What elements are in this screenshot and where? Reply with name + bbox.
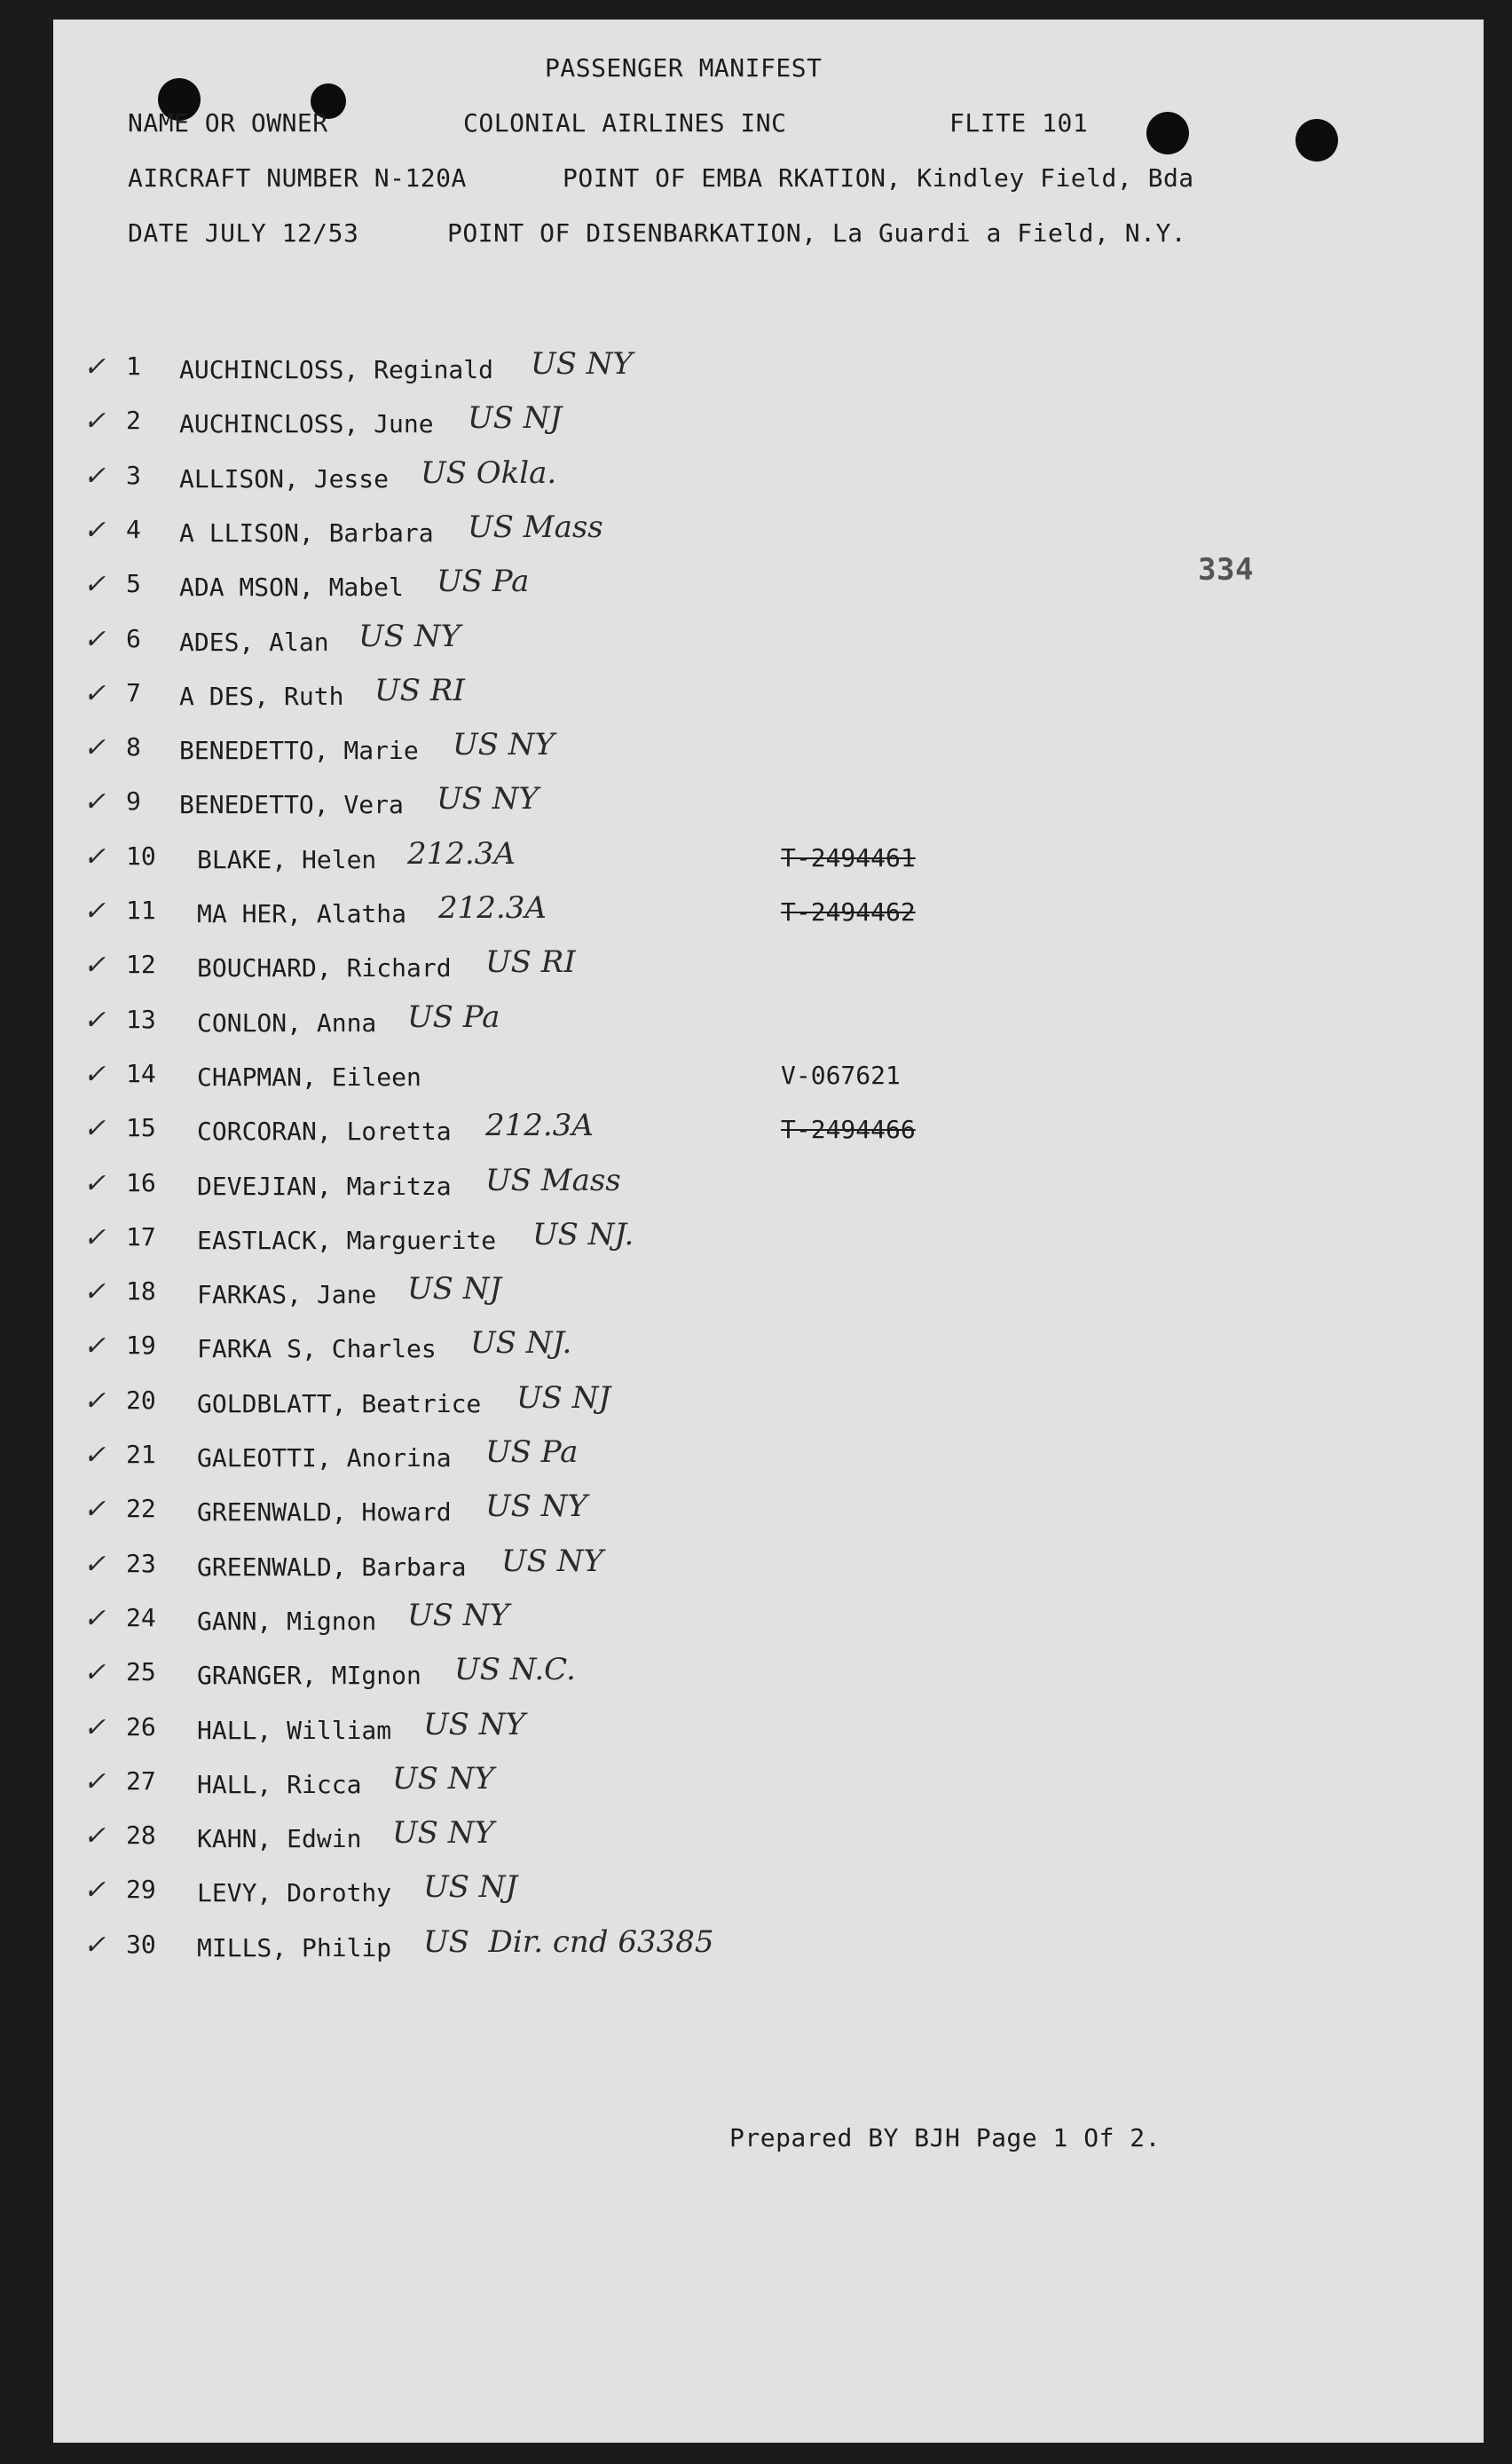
checkmark-icon: ✓	[83, 351, 106, 383]
handwritten-nationality: US NY	[485, 1489, 587, 1524]
passenger-row	[53, 1815, 1484, 1868]
checkmark-icon: ✓	[83, 1005, 106, 1036]
checkmark-icon: ✓	[83, 1766, 106, 1797]
passenger-name: HALL, William	[197, 1716, 392, 1745]
checkmark-icon: ✓	[83, 515, 106, 546]
passenger-number: 13	[126, 1005, 156, 1034]
document-number: V-067621	[781, 1061, 901, 1090]
passenger-row	[53, 1217, 1484, 1270]
passenger-row	[53, 509, 1484, 563]
document-number: T-2494461	[781, 843, 916, 873]
passenger-row	[53, 1761, 1484, 1814]
passenger-row	[53, 673, 1484, 726]
passenger-row	[53, 1054, 1484, 1107]
passenger-name: MA HER, Alatha	[197, 899, 407, 928]
passenger-number: 30	[126, 1930, 156, 1959]
passenger-number: 4	[126, 515, 141, 544]
handwritten-nationality: US NJ	[423, 1869, 518, 1905]
passenger-name: BENEDETTO, Marie	[179, 736, 419, 765]
passenger-number: 14	[126, 1059, 156, 1088]
handwritten-nationality: US NY	[453, 727, 555, 762]
passenger-name: KAHN, Edwin	[197, 1824, 362, 1853]
passenger-name: GREENWALD, Barbara	[197, 1552, 467, 1582]
passenger-name: CHAPMAN, Eileen	[197, 1062, 421, 1092]
passenger-number: 25	[126, 1657, 156, 1686]
handwritten-nationality: US Pa	[485, 1434, 579, 1470]
checkmark-icon: ✓	[83, 732, 106, 763]
checkmark-icon: ✓	[83, 461, 106, 492]
passenger-name: CORCORAN, Loretta	[197, 1117, 452, 1146]
passenger-name: AUCHINCLOSS, June	[179, 409, 434, 438]
passenger-number: 22	[126, 1494, 156, 1523]
passenger-name: GALEOTTI, Anorina	[197, 1443, 452, 1473]
passenger-row	[53, 1598, 1484, 1651]
handwritten-nationality: US NJ	[468, 400, 563, 436]
handwritten-nationality: 212.3A	[438, 890, 547, 926]
passenger-name: LEVY, Dorothy	[197, 1878, 392, 1907]
disembarkation-point: POINT OF DISENBARKATION, La Guardi a Field, N.Y.	[447, 218, 1187, 248]
passenger-row	[53, 1869, 1484, 1923]
passenger-name: BENEDETTO, Vera	[179, 790, 404, 819]
handwritten-nationality: 212.3A	[485, 1108, 594, 1143]
handwritten-nationality: US NJ	[516, 1380, 611, 1416]
passenger-number: 6	[126, 624, 141, 653]
passenger-number: 17	[126, 1222, 156, 1252]
passenger-number: 26	[126, 1712, 156, 1741]
checkmark-icon: ✓	[83, 1875, 106, 1906]
passenger-row	[53, 1489, 1484, 1542]
handwritten-nationality: US NY	[437, 781, 539, 817]
passenger-name: GOLDBLATT, Beatrice	[197, 1389, 482, 1418]
checkmark-icon: ✓	[83, 624, 106, 655]
checkmark-icon: ✓	[83, 1168, 106, 1199]
passenger-number: 27	[126, 1766, 156, 1796]
passenger-row	[53, 1924, 1484, 1978]
handwritten-nationality: US NY	[407, 1598, 509, 1633]
handwritten-nationality: 212.3A	[407, 836, 516, 872]
passenger-number: 29	[126, 1875, 156, 1904]
passenger-number: 24	[126, 1603, 156, 1632]
passenger-name: AUCHINCLOSS, Reginald	[179, 355, 494, 384]
passenger-number: 2	[126, 406, 141, 435]
handwritten-nationality: US Mass	[485, 1163, 621, 1198]
aircraft-number: AIRCRAFT NUMBER N-120A	[128, 163, 467, 193]
passenger-name: FARKAS, Jane	[197, 1280, 377, 1309]
manifest-page	[53, 20, 1484, 2443]
handwritten-nationality: US Mass	[468, 509, 603, 545]
passenger-name: BOUCHARD, Richard	[197, 953, 452, 983]
handwritten-nationality: US NY	[392, 1815, 494, 1851]
passenger-row	[53, 1544, 1484, 1597]
passenger-name: CONLON, Anna	[197, 1008, 377, 1038]
passenger-row	[53, 1434, 1484, 1488]
passenger-row	[53, 781, 1484, 834]
handwritten-nationality: US NY	[392, 1761, 494, 1797]
handwritten-nationality: US NJ.	[470, 1325, 572, 1361]
handwritten-nationality: US Okla.	[421, 455, 557, 491]
handwritten-nationality: US Pa	[437, 564, 530, 599]
passenger-name: GREENWALD, Howard	[197, 1497, 452, 1527]
checkmark-icon: ✓	[83, 1059, 106, 1090]
handwritten-nationality: US NJ	[407, 1271, 502, 1307]
checkmark-icon: ✓	[83, 1494, 106, 1525]
passenger-number: 3	[126, 461, 141, 490]
passenger-row	[53, 944, 1484, 998]
document-number: T-2494466	[781, 1115, 916, 1144]
passenger-row	[53, 1380, 1484, 1433]
passenger-number: 5	[126, 569, 141, 598]
handwritten-nationality: US NY	[531, 346, 633, 382]
checkmark-icon: ✓	[83, 1440, 106, 1471]
passenger-name: EASTLACK, Marguerite	[197, 1226, 497, 1255]
embarkation-point: POINT OF EMBA RKATION, Kindley Field, Bda	[563, 163, 1194, 193]
passenger-number: 21	[126, 1440, 156, 1469]
passenger-name: A DES, Ruth	[179, 682, 344, 711]
checkmark-icon: ✓	[83, 1657, 106, 1688]
manifest-title: PASSENGER MANIFEST	[545, 53, 823, 83]
passenger-row	[53, 1108, 1484, 1161]
passenger-name: ADA MSON, Mabel	[179, 573, 404, 602]
checkmark-icon: ✓	[83, 1113, 106, 1144]
passenger-row	[53, 400, 1484, 454]
passenger-row	[53, 890, 1484, 944]
page-stamp: 334	[1198, 552, 1254, 588]
passenger-name: GANN, Mignon	[197, 1607, 377, 1636]
passenger-number: 7	[126, 678, 141, 707]
checkmark-icon: ✓	[83, 896, 106, 927]
passenger-row	[53, 836, 1484, 889]
passenger-row	[53, 455, 1484, 509]
checkmark-icon: ✓	[83, 1930, 106, 1961]
passenger-row	[53, 346, 1484, 399]
passenger-row	[53, 1707, 1484, 1760]
passenger-number: 15	[126, 1113, 156, 1142]
owner-label: NAME OR OWNER	[128, 108, 328, 138]
passenger-number: 1	[126, 351, 141, 381]
checkmark-icon: ✓	[83, 678, 106, 709]
passenger-number: 12	[126, 950, 156, 979]
passenger-row	[53, 727, 1484, 780]
passenger-row	[53, 619, 1484, 672]
passenger-number: 18	[126, 1276, 156, 1306]
checkmark-icon: ✓	[83, 841, 106, 873]
checkmark-icon: ✓	[83, 1331, 106, 1362]
handwritten-nationality: US NY	[423, 1707, 525, 1742]
handwritten-nationality: US RI	[485, 944, 576, 980]
passenger-name: GRANGER, MIgnon	[197, 1661, 421, 1690]
manifest-date: DATE JULY 12/53	[128, 218, 359, 248]
checkmark-icon: ✓	[83, 1222, 106, 1253]
passenger-row	[53, 1163, 1484, 1216]
passenger-name: A LLISON, Barbara	[179, 518, 434, 548]
passenger-row	[53, 1652, 1484, 1705]
passenger-row	[53, 1271, 1484, 1324]
checkmark-icon: ✓	[83, 1276, 106, 1307]
passenger-number: 20	[126, 1386, 156, 1415]
passenger-name: HALL, Ricca	[197, 1770, 362, 1799]
checkmark-icon: ✓	[83, 569, 106, 600]
footer-prepared-by: Prepared BY BJH Page 1 Of 2.	[729, 2123, 1162, 2152]
checkmark-icon: ✓	[83, 1549, 106, 1580]
handwritten-nationality: US NJ.	[532, 1217, 634, 1252]
handwritten-nationality: US Dir. cnd 63385	[423, 1924, 714, 1960]
passenger-number: 10	[126, 841, 156, 871]
handwritten-nationality: US Pa	[407, 999, 500, 1035]
passenger-number: 23	[126, 1549, 156, 1578]
checkmark-icon: ✓	[83, 950, 106, 981]
passenger-name: FARKA S, Charles	[197, 1334, 437, 1363]
checkmark-icon: ✓	[83, 406, 106, 437]
passenger-name: ADES, Alan	[179, 628, 329, 657]
checkmark-icon: ✓	[83, 1386, 106, 1417]
flight-number: FLITE 101	[949, 108, 1089, 138]
checkmark-icon: ✓	[83, 1603, 106, 1634]
checkmark-icon: ✓	[83, 1712, 106, 1743]
passenger-name: ALLISON, Jesse	[179, 464, 390, 494]
punch-hole-4	[1295, 119, 1338, 162]
handwritten-nationality: US NY	[358, 619, 461, 654]
passenger-name: BLAKE, Helen	[197, 845, 377, 874]
checkmark-icon: ✓	[83, 1820, 106, 1852]
handwritten-nationality: US RI	[374, 673, 465, 708]
passenger-number: 11	[126, 896, 156, 925]
passenger-name: MILLS, Philip	[197, 1933, 392, 1963]
passenger-number: 8	[126, 732, 141, 762]
checkmark-icon: ✓	[83, 786, 106, 817]
passenger-row	[53, 1325, 1484, 1378]
passenger-row	[53, 564, 1484, 617]
passenger-name: DEVEJIAN, Maritza	[197, 1172, 452, 1201]
handwritten-nationality: US N.C.	[454, 1652, 576, 1687]
passenger-row	[53, 999, 1484, 1053]
passenger-number: 16	[126, 1168, 156, 1197]
handwritten-nationality: US NY	[501, 1544, 603, 1579]
passenger-number: 9	[126, 786, 141, 816]
owner-value: COLONIAL AIRLINES INC	[463, 108, 787, 138]
document-number: T-2494462	[781, 897, 916, 927]
passenger-number: 19	[126, 1331, 156, 1360]
passenger-number: 28	[126, 1820, 156, 1850]
punch-hole-3	[1146, 112, 1189, 154]
